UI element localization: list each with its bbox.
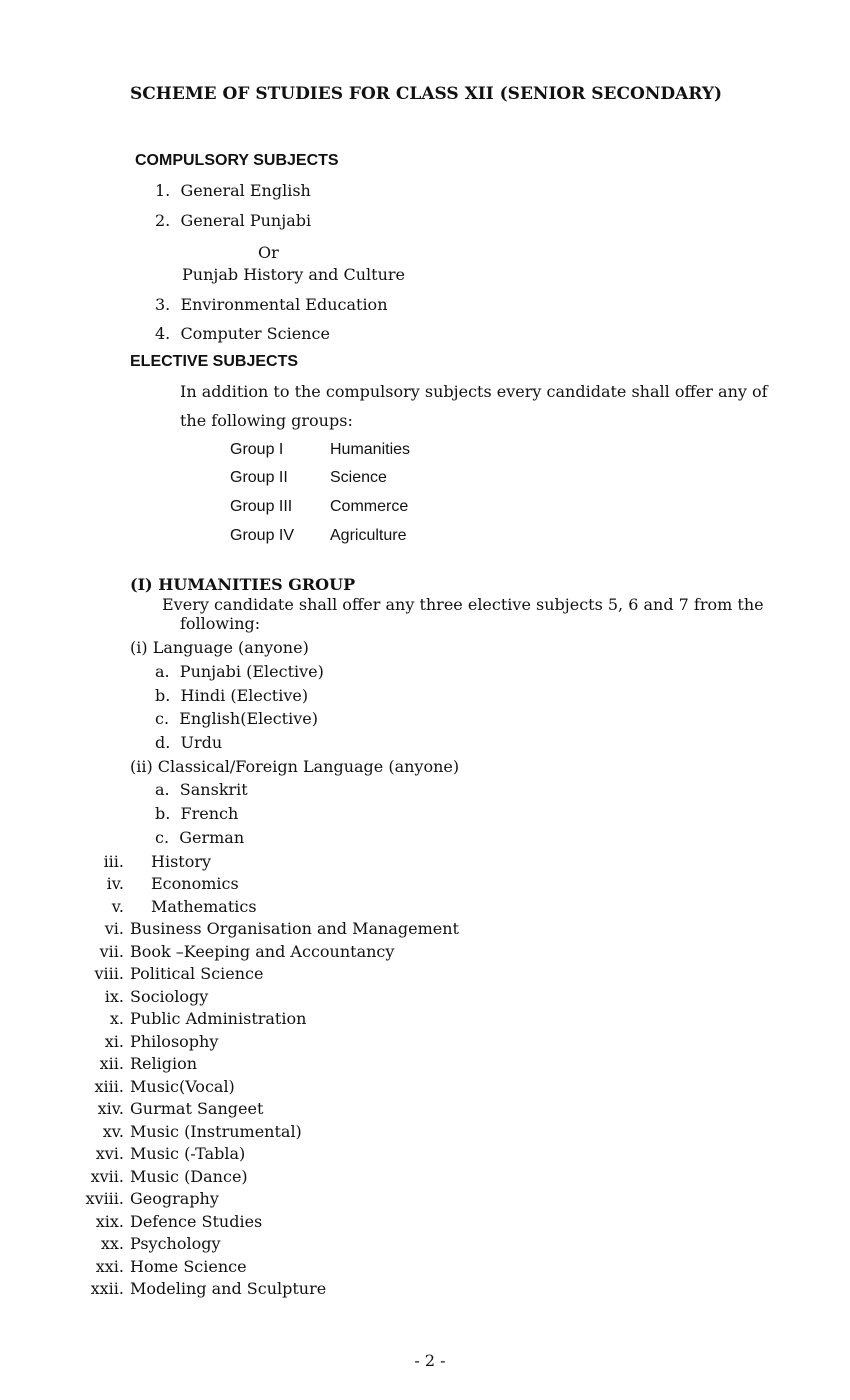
- subject-item: Political Science: [130, 964, 264, 983]
- subject-item: Music (Dance): [130, 1167, 248, 1186]
- subject-item: Modeling and Sculpture: [130, 1279, 327, 1298]
- item-number: xviii.: [85, 1189, 124, 1208]
- item-number: vi.: [104, 919, 124, 938]
- item-number: iii.: [103, 852, 124, 871]
- subject-item: Public Administration: [130, 1009, 307, 1028]
- group-label: Group I: [230, 441, 284, 458]
- group-label: Group IV: [230, 527, 295, 544]
- item-number: xvi.: [95, 1144, 124, 1163]
- subject-item: Philosophy: [130, 1032, 219, 1051]
- subject-item: Gurmat Sangeet: [130, 1099, 264, 1118]
- subject-item: Sociology: [130, 987, 209, 1006]
- list-item: b. Hindi (Elective): [155, 686, 309, 705]
- item-number: xiv.: [97, 1099, 124, 1118]
- subject-item: Religion: [130, 1054, 198, 1073]
- list-item: c. English(Elective): [155, 709, 318, 728]
- compulsory-heading: COMPULSORY SUBJECTS: [135, 152, 339, 169]
- subject-item: Psychology: [130, 1234, 221, 1253]
- classical-heading: (ii) Classical/Foreign Language (anyone): [130, 757, 460, 776]
- group-name: Science: [330, 469, 387, 486]
- subject-item: History: [151, 852, 212, 871]
- list-item: 1. General English: [155, 181, 311, 200]
- humanities-intro: following:: [180, 614, 261, 633]
- group-label: Group II: [230, 469, 288, 486]
- humanities-heading: (I) HUMANITIES GROUP: [130, 575, 356, 594]
- list-item: b. French: [155, 804, 239, 823]
- item-number: xvii.: [90, 1167, 124, 1186]
- or-text: Or: [258, 243, 279, 262]
- item-number: xiii.: [94, 1077, 124, 1096]
- subject-item: Economics: [151, 874, 239, 893]
- group-label: Group III: [230, 498, 293, 515]
- list-item: a. Punjabi (Elective): [155, 662, 324, 681]
- list-item: c. German: [155, 828, 245, 847]
- list-item: d. Urdu: [155, 733, 223, 752]
- list-item: 2. General Punjabi: [155, 211, 312, 230]
- list-item: 3. Environmental Education: [155, 295, 388, 314]
- item-number: viii.: [94, 964, 124, 983]
- group-name: Humanities: [330, 441, 411, 458]
- elective-heading: ELECTIVE SUBJECTS: [130, 353, 299, 370]
- subject-item: Book –Keeping and Accountancy: [130, 942, 395, 961]
- item-number: ix.: [104, 987, 124, 1006]
- item-number: xxii.: [90, 1279, 124, 1298]
- elective-intro: the following groups:: [180, 411, 353, 430]
- subject-item: Geography: [130, 1189, 219, 1208]
- group-name: Agriculture: [330, 527, 407, 544]
- item-number: xx.: [100, 1234, 124, 1253]
- elective-intro: In addition to the compulsory subjects every candidate shall offer any of: [180, 382, 768, 401]
- subject-item: Music (-Tabla): [130, 1144, 246, 1163]
- item-number: xi.: [104, 1032, 124, 1051]
- subject-item: Music (Instrumental): [130, 1122, 302, 1141]
- subject-item: Home Science: [130, 1257, 247, 1276]
- item-number: v.: [111, 897, 124, 916]
- page-title: SCHEME OF STUDIES FOR CLASS XII (SENIOR SECONDARY): [130, 84, 723, 104]
- item-number: vii.: [99, 942, 124, 961]
- language-heading: (i) Language (anyone): [130, 638, 309, 657]
- subject-item: Music(Vocal): [130, 1077, 235, 1096]
- list-item: a. Sanskrit: [155, 780, 248, 799]
- alt-subject: Punjab History and Culture: [182, 265, 406, 284]
- page-number: - 2 -: [414, 1351, 446, 1370]
- subject-item: Mathematics: [151, 897, 257, 916]
- item-number: iv.: [106, 874, 124, 893]
- item-number: xix.: [95, 1212, 124, 1231]
- item-number: xxi.: [95, 1257, 124, 1276]
- subject-item: Business Organisation and Management: [130, 919, 459, 938]
- list-item: 4. Computer Science: [155, 324, 330, 343]
- item-number: xv.: [102, 1122, 124, 1141]
- humanities-intro: Every candidate shall offer any three elective subjects 5, 6 and 7 from the: [162, 595, 764, 614]
- item-number: xii.: [99, 1054, 124, 1073]
- subject-item: Defence Studies: [130, 1212, 263, 1231]
- group-name: Commerce: [330, 498, 409, 515]
- item-number: x.: [109, 1009, 124, 1028]
